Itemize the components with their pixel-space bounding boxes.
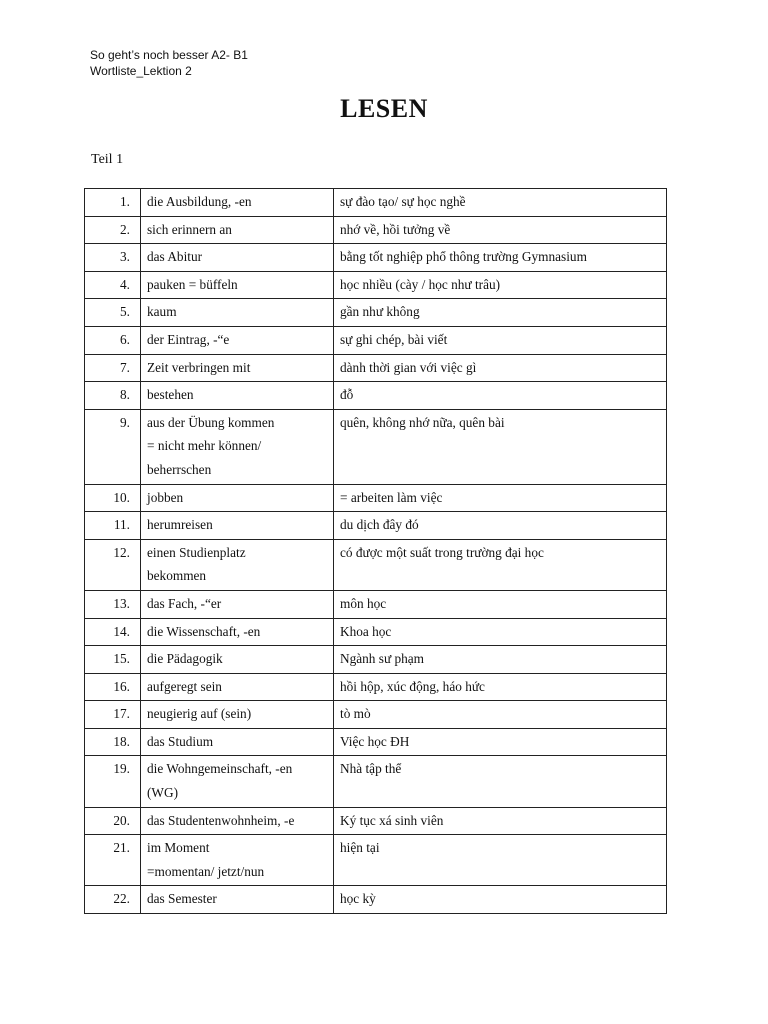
table-row [85,701,667,729]
table-row [85,354,667,382]
row-number-text: 19. [113,761,130,777]
row-number [85,646,141,674]
row-number [85,216,141,244]
german-term-line: im Moment [147,840,210,856]
german-term-line: das Abitur [147,249,203,265]
table-row [85,409,667,484]
table-row [85,835,667,886]
vietnamese-meaning [334,271,667,299]
row-number [85,728,141,756]
page-title: LESEN [340,94,428,123]
vietnamese-meaning-text: du dịch đây đó [340,517,419,533]
german-term-line: aufgeregt sein [147,678,222,694]
vietnamese-meaning-text: hồi hộp, xúc động, háo hức [340,678,485,694]
table-row [85,646,667,674]
row-number [85,618,141,646]
vietnamese-meaning [334,244,667,272]
vietnamese-meaning-text: đỗ [340,387,354,403]
section-label: Teil 1 [91,152,124,167]
vietnamese-meaning-text: gần như không [340,304,420,320]
vietnamese-meaning [334,886,667,914]
german-term [141,512,334,540]
row-number-text: 17. [113,706,130,722]
vietnamese-meaning [334,299,667,327]
vietnamese-meaning [334,835,667,886]
row-number [85,484,141,512]
row-number [85,271,141,299]
german-term-line: das Semester [147,891,217,907]
row-number-text: 9. [120,414,130,430]
german-term [141,646,334,674]
row-number [85,244,141,272]
german-term [141,189,334,217]
german-term [141,484,334,512]
vietnamese-meaning [334,354,667,382]
vocabulary-table [84,188,667,914]
row-number-text: 1. [120,194,130,209]
german-term [141,835,334,886]
vietnamese-meaning-text: học nhiều (cày / học như trâu) [340,276,501,292]
german-term [141,244,334,272]
german-term-line: die Pädagogik [147,651,223,667]
row-number [85,886,141,914]
vietnamese-meaning [334,484,667,512]
german-term-line: sich erinnern an [147,221,232,237]
table-row [85,673,667,701]
row-number-text: 13. [113,595,130,611]
german-term [141,539,334,590]
row-number-text: 3. [120,249,130,265]
table-row [85,382,667,410]
vietnamese-meaning [334,539,667,590]
german-term-line: das Fach, -“er [147,595,222,611]
vietnamese-meaning-text: dành thời gian với việc gì [340,359,477,375]
vietnamese-meaning-text: tò mò [340,706,371,722]
row-number [85,539,141,590]
german-term [141,618,334,646]
german-term-line: Zeit verbringen mit [147,359,251,375]
vietnamese-meaning-text: quên, không nhớ nữa, quên bài [340,414,505,430]
vietnamese-meaning-text: Ngành sư phạm [340,651,425,667]
german-term-line: neugierig auf (sein) [147,706,252,722]
german-term-line: die Wissenschaft, -en [147,623,261,639]
table-row [85,590,667,618]
vietnamese-meaning-text: có được một suất trong trường đại học [340,544,544,560]
german-term [141,271,334,299]
row-number-text: 5. [120,304,130,320]
german-term [141,354,334,382]
table-row [85,271,667,299]
table-row [85,618,667,646]
vietnamese-meaning [334,646,667,674]
vietnamese-meaning [334,618,667,646]
row-number-text: 16. [113,678,130,694]
vietnamese-meaning-text: Ký tục xá sinh viên [340,812,444,828]
vietnamese-meaning-text: sự đào tạo/ sự học nghề [340,194,466,209]
german-term [141,216,334,244]
table-row [85,512,667,540]
row-number-text: 6. [120,331,130,347]
german-term-line: beherrschen [147,461,212,477]
table-row [85,484,667,512]
header-wordlist-title: Wortliste_Lektion 2 [90,64,192,78]
row-number-text: 14. [113,623,130,639]
table-row [85,244,667,272]
table-row [85,539,667,590]
vietnamese-meaning [334,409,667,484]
row-number [85,409,141,484]
vietnamese-meaning [334,756,667,807]
table-row [85,326,667,354]
table-row [85,299,667,327]
german-term [141,886,334,914]
table-row [85,189,667,217]
german-term-line: = nicht mehr können/ [147,438,262,454]
german-term-line: kaum [147,304,177,320]
german-term [141,299,334,327]
row-number [85,354,141,382]
table-row [85,886,667,914]
row-number [85,382,141,410]
row-number [85,701,141,729]
vietnamese-meaning [334,701,667,729]
row-number-text: 22. [113,891,130,907]
vietnamese-meaning-text: Nhà tập thể [340,761,402,777]
vietnamese-meaning [334,326,667,354]
vietnamese-meaning [334,807,667,835]
german-term [141,409,334,484]
vocabulary-table-body [85,189,667,914]
german-term [141,382,334,410]
german-term-line: aus der Übung kommen [147,414,275,430]
german-term-line: herumreisen [147,517,213,533]
vietnamese-meaning [334,512,667,540]
row-number [85,835,141,886]
table-row [85,756,667,807]
vietnamese-meaning-text: hiện tại [340,840,380,856]
german-term [141,701,334,729]
row-number-text: 20. [113,812,130,828]
row-number-text: 4. [120,276,130,292]
table-row [85,728,667,756]
document-header [90,47,248,79]
row-number [85,673,141,701]
german-term-line: das Studium [147,733,214,749]
german-term [141,590,334,618]
vietnamese-meaning-text: Khoa học [340,623,392,639]
vietnamese-meaning-text: = arbeiten làm việc [340,489,443,505]
row-number [85,807,141,835]
vietnamese-meaning-text: sự ghi chép, bài viết [340,331,448,347]
row-number-text: 18. [113,733,130,749]
german-term-line: pauken = büffeln [147,276,238,292]
vietnamese-meaning-text: nhớ về, hồi tưởng về [340,221,451,237]
row-number-text: 10. [113,489,130,505]
vietnamese-meaning [334,728,667,756]
row-number-text: 12. [113,544,130,560]
table-row [85,216,667,244]
vietnamese-meaning [334,189,667,217]
german-term [141,326,334,354]
vietnamese-meaning [334,216,667,244]
row-number-text: 8. [120,387,130,403]
row-number [85,756,141,807]
german-term-line: die Wohngemeinschaft, -en [147,761,293,777]
row-number [85,326,141,354]
german-term-line: das Studentenwohnheim, -e [147,812,295,828]
german-term [141,756,334,807]
vietnamese-meaning-text: bằng tốt nghiệp phổ thông trường Gymnasium [340,249,587,265]
row-number [85,590,141,618]
row-number-text: 11. [113,517,130,533]
german-term [141,673,334,701]
german-term-line: die Ausbildung, -en [147,194,252,209]
german-term [141,728,334,756]
vietnamese-meaning-text: Việc học ĐH [340,733,410,749]
vietnamese-meaning-text: học kỳ [340,891,376,907]
row-number [85,299,141,327]
vietnamese-meaning [334,590,667,618]
german-term-line: der Eintrag, -“e [147,331,230,347]
german-term-line: =momentan/ jetzt/nun [147,863,265,879]
german-term-line: einen Studienplatz [147,544,246,560]
table-row [85,807,667,835]
vietnamese-meaning [334,673,667,701]
row-number [85,512,141,540]
row-number-text: 15. [113,651,130,667]
header-book-title: So geht’s noch besser A2- B1 [90,48,248,62]
row-number [85,189,141,217]
german-term-line: (WG) [147,785,179,801]
german-term-line: bestehen [147,387,194,403]
row-number-text: 7. [120,359,130,375]
german-term [141,807,334,835]
german-term-line: jobben [147,489,184,505]
row-number-text: 2. [120,221,130,237]
row-number-text: 21. [113,840,130,856]
vietnamese-meaning [334,382,667,410]
german-term-line: bekommen [147,568,207,584]
vietnamese-meaning-text: môn học [340,595,387,611]
